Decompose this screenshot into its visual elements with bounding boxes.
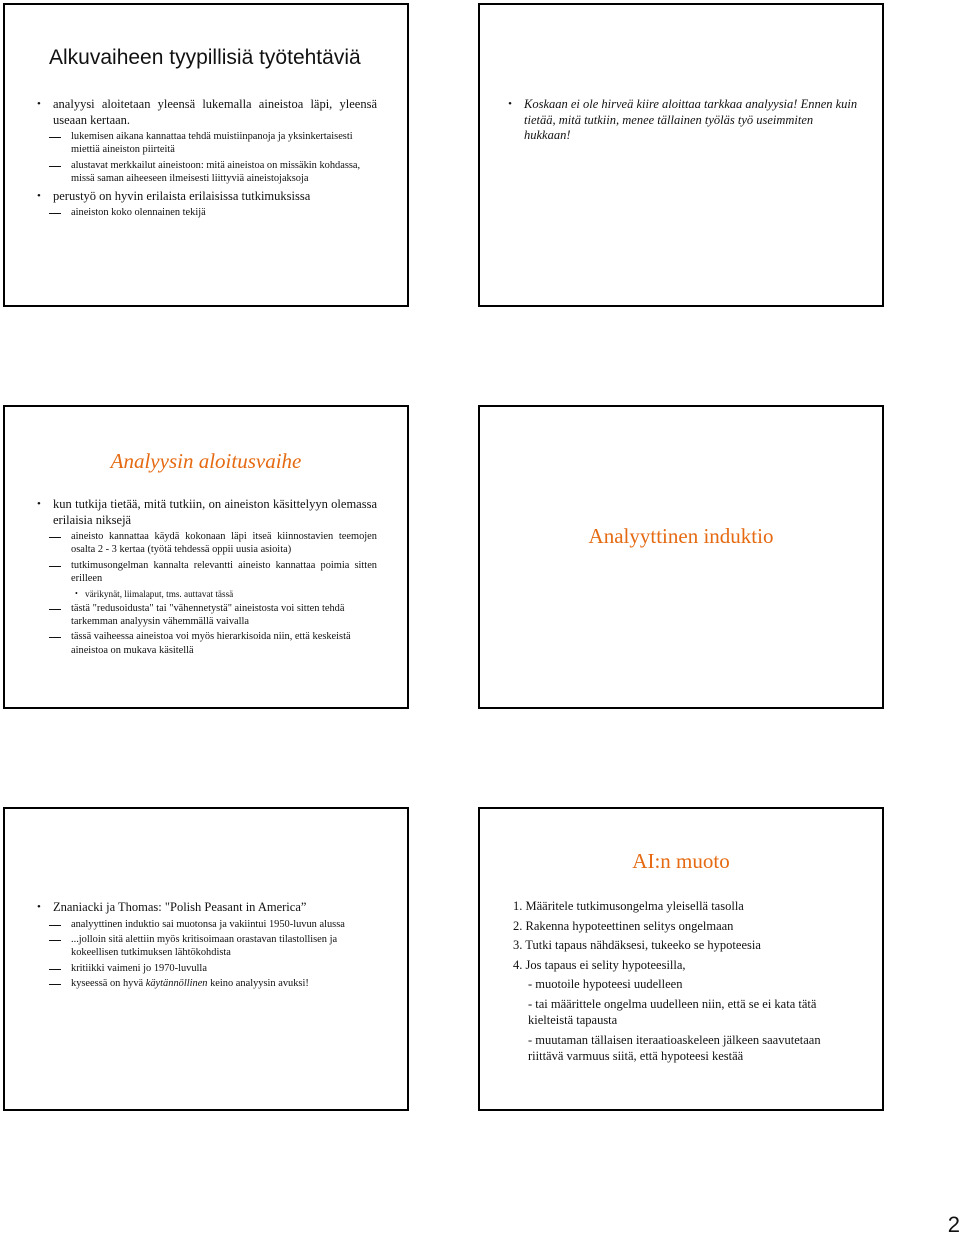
list-subitem-2: - tai määrittele ongelma uudelleen niin, että se ei kata tätä kielteistä tapausta: [528, 996, 817, 1027]
bullet-1: • analyysi aloitetaan yleensä lukemalla aineistoa läpi, yleensä useaan kertaan.: [35, 97, 377, 128]
sub-bullet-4: tässä vaiheessa aineistoa voi myös hierarkisoida niin, että keskeistä aineistoa on mukava käsitellä: [35, 630, 377, 657]
slide-3: [3, 405, 409, 709]
slide-1-body: [35, 97, 377, 222]
sub-bullet-4: [35, 977, 377, 990]
slide-5-body: [35, 900, 377, 993]
bullet-1: • Znaniacki ja Thomas: "Polish Peasant in America”: [35, 900, 377, 916]
slide-6-title: AI:n muoto: [632, 849, 730, 873]
sub-bullet-2: tutkimusongelman kannalta relevantti aineisto kannattaa poimia sitten erilleen: [35, 559, 377, 586]
numbered-list: [513, 898, 856, 1068]
sub-bullet-2: alustavat merkkailut aineistoon: mitä aineistoa on missäkin kohdassa, missä saman aiheeseen ilmeisesti liittyviä aineistojaksoja: [35, 159, 377, 186]
slide-1-title: Alkuvaiheen tyypillisiä työtehtäviä: [49, 46, 361, 69]
list-subitem-3: - muutaman tällaisen iteraatioaskeleen jälkeen saavutetaan riittävä varmuus siitä, että hypoteesi kestää: [528, 1032, 821, 1063]
slide-2: [478, 3, 884, 307]
slide-3-title: Analyysin aloitusvaihe: [110, 449, 302, 473]
sub-bullet-1: lukemisen aikana kannattaa tehdä muistiinpanoja ja yksinkertaisesti miettiä aineiston piirteitä: [35, 130, 377, 157]
sub-bullet-1: analyyttinen induktio sai muotonsa ja vakiintui 1950-luvun alussa: [35, 918, 377, 931]
text-italic: käytännöllinen: [145, 978, 208, 990]
list-item-2: 2. Rakenna hypoteettinen selitys ongelmaan: [513, 918, 734, 933]
text-part: kyseessä on hyvä: [71, 978, 146, 990]
slide-4: [478, 405, 884, 709]
bullet-1: • Koskaan ei ole hirveä kiire aloittaa tarkkaa analyysia! Ennen kuin tietää, mitä tutkiin, menee tällainen työläs työ useimmiten hukkaan!: [506, 97, 858, 144]
list-subitem-1: - muotoile hypoteesi uudelleen: [528, 977, 683, 991]
page-number: 2: [947, 1212, 960, 1237]
slide-4-title: Analyyttinen induktio: [588, 524, 774, 548]
bullet-1: • kun tutkija tietää, mitä tutkiin, on aineiston käsittelyyn olemassa erilaisia niksejä: [35, 497, 377, 528]
sub-bullet-3: tästä "redusoidusta" tai "vähennetystä" aineistosta voi sitten tehdä tarkemman analyysin vähemmällä vaivalla: [35, 602, 377, 629]
slide-6: [478, 807, 884, 1111]
text-part: keino analyysin avuksi!: [207, 978, 309, 990]
bullet-2: • perustyö on hyvin erilaista erilaisissa tutkimuksissa: [35, 189, 377, 205]
list-item-3: 3. Tutki tapaus nähdäksesi, tukeeko se hypoteesia: [513, 938, 761, 952]
sub-sub-bullet-1: • värikynät, liimalaput, tms. auttavat tässä: [35, 588, 377, 600]
slide-5: [3, 807, 409, 1111]
sub-bullet-3: kritiikki vaimeni jo 1970-luvulla: [35, 962, 377, 975]
slide-1: [3, 3, 409, 307]
list-item-1: 1. Määritele tutkimusongelma yleisellä tasolla: [513, 899, 744, 913]
sub-bullet-3: aineiston koko olennainen tekijä: [35, 206, 377, 219]
slide-2-body: [506, 97, 858, 146]
slide-3-body: [35, 497, 377, 659]
list-item-4: 4. Jos tapaus ei selity hypoteesilla,: [513, 957, 686, 972]
sub-bullet-2: ...jolloin sitä alettiin myös kritisoimaan orastavan tilastollisen ja kokeellisen tutkimuksen lähtökohdista: [35, 933, 377, 960]
sub-bullet-1: aineisto kannattaa käydä kokonaan läpi itseä kiinnostavien teemojen osalta 2 - 3 kertaa (työtä tehdessä oppii uusia asioita): [35, 530, 377, 557]
